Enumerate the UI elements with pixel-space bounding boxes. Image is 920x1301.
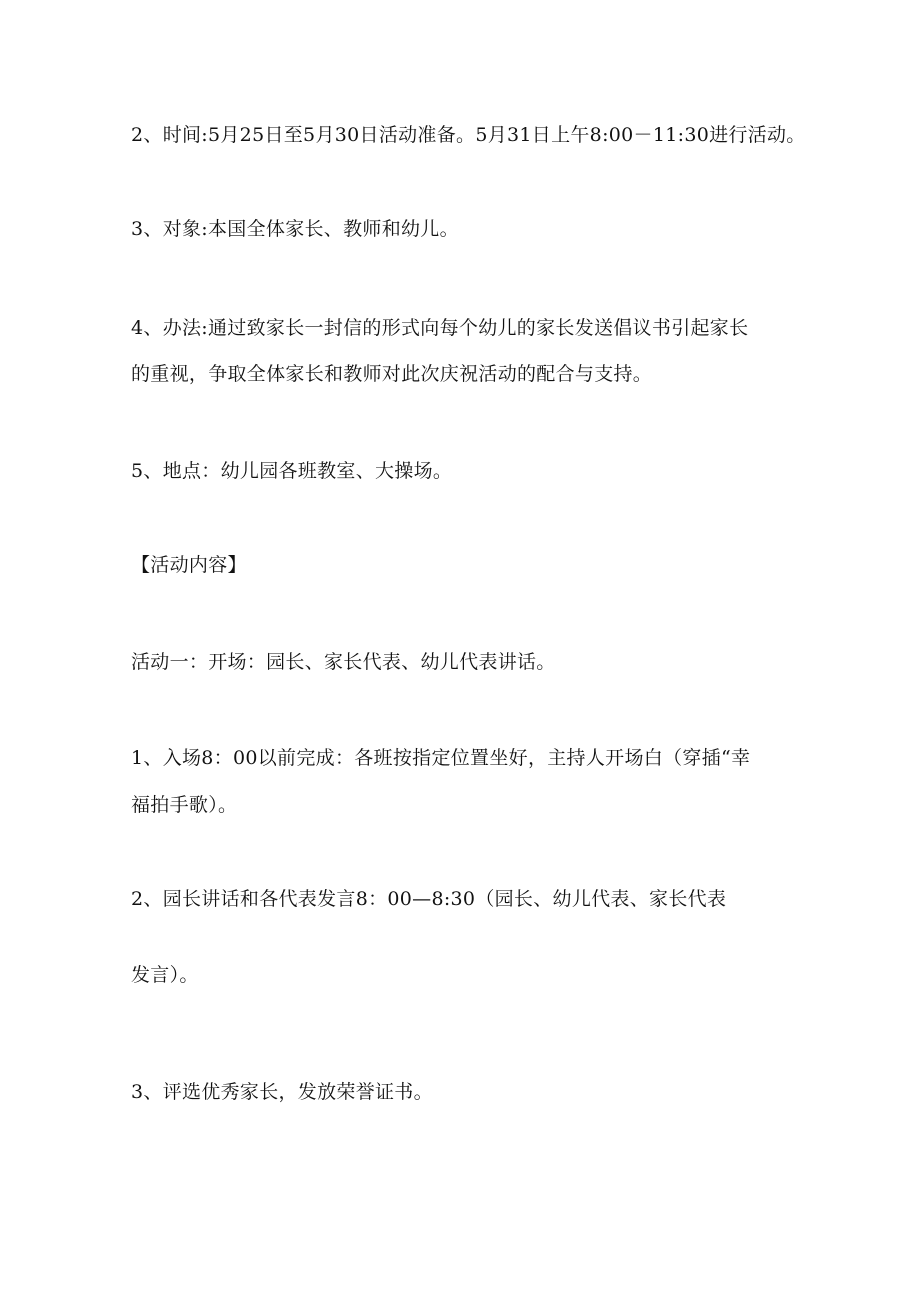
step-speech-line2: 发言）。 bbox=[131, 964, 199, 986]
section-heading: 【活动内容】 bbox=[131, 554, 247, 576]
item-time: 2、时间:5月25日至5月30日活动准备。5月31日上午8:00－11:30进行活动。 bbox=[131, 124, 806, 146]
item-method-line1: 4、办法:通过致家长一封信的形式向每个幼儿的家长发送倡议书引起家长 bbox=[131, 317, 749, 339]
item-method-line2: 的重视，争取全体家长和教师对此次庆祝活动的配合与支持。 bbox=[131, 363, 653, 385]
activity-one-title: 活动一：开场：园长、家长代表、幼儿代表讲话。 bbox=[131, 651, 556, 673]
step-award: 3、评选优秀家长，发放荣誉证书。 bbox=[131, 1081, 433, 1103]
item-location: 5、地点：幼儿园各班教室、大操场。 bbox=[131, 460, 453, 482]
item-audience: 3、对象:本国全体家长、教师和幼儿。 bbox=[131, 218, 459, 240]
step-speech-line1: 2、园长讲话和各代表发言8：00—8:30（园长、幼儿代表、家长代表 bbox=[131, 888, 727, 910]
step-entry-line1: 1、入场8：00以前完成：各班按指定位置坐好，主持人开场白（穿插“幸 bbox=[131, 747, 751, 769]
step-entry-line2: 福拍手歌）。 bbox=[131, 794, 238, 816]
